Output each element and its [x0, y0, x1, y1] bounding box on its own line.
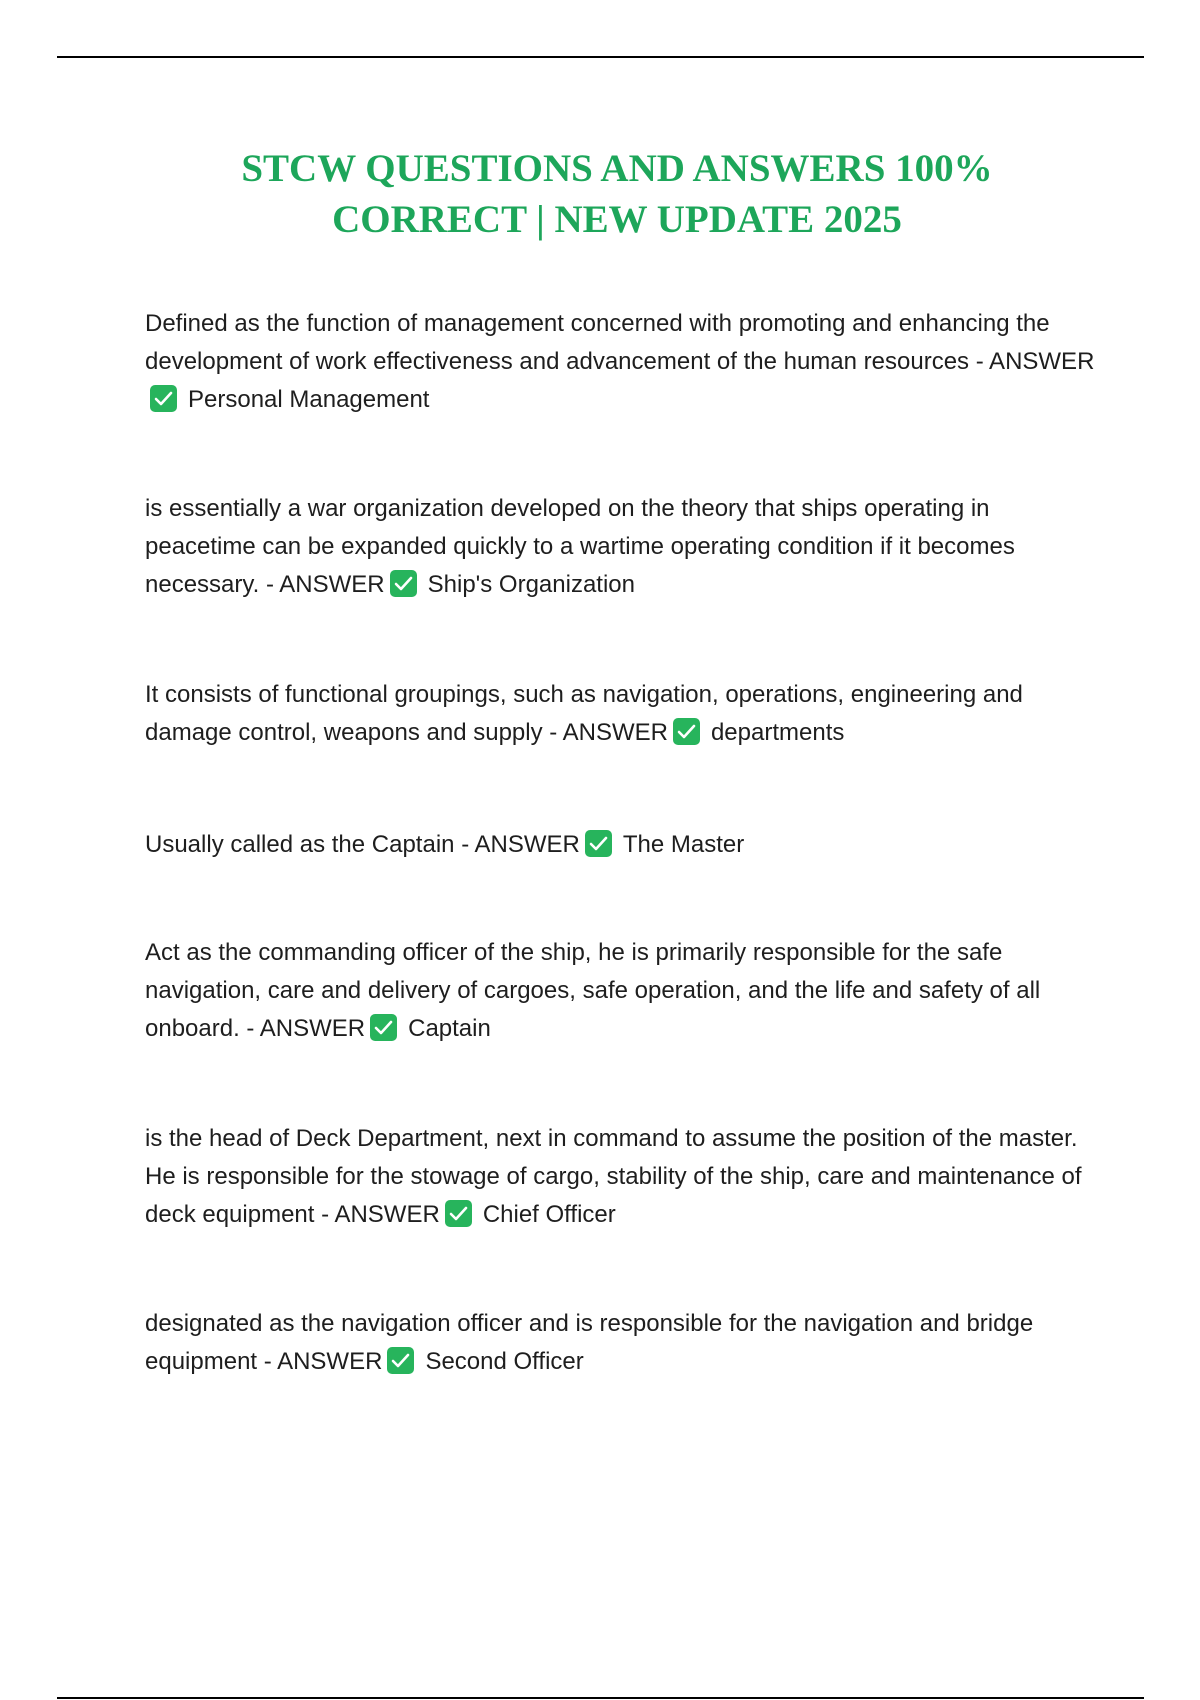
bottom-rule [57, 1697, 1144, 1699]
qa-item [145, 676, 1100, 752]
qa-item [145, 305, 1100, 419]
answer-label: - ANSWER [975, 348, 1095, 375]
question-text: is essentially a war organization developed on the theory that ships operating in peacetime can be expanded quickly to a wartime operating condition if it becomes necessary. [145, 495, 1015, 598]
question-text: is the head of Deck Department, next in command to assume the position of the master. He is responsible for the stowage of cargo, stability of the ship, care and maintenance of deck equipment [145, 1125, 1082, 1228]
check-box-icon [390, 570, 417, 597]
answer-label: - ANSWER [263, 1348, 383, 1375]
question-text: designated as the navigation officer and is responsible for the navigation and bridge equipment [145, 1310, 1034, 1375]
qa-item [145, 826, 1100, 864]
check-box-icon [387, 1347, 414, 1374]
answer-label: - ANSWER [246, 1015, 366, 1042]
page-title [0, 143, 1200, 245]
answer-text: Ship's Organization [427, 571, 636, 598]
answer-label: - ANSWER [321, 1201, 440, 1228]
top-rule [57, 56, 1144, 58]
title-line-1: STCW QUESTIONS AND ANSWERS 100% [241, 147, 993, 190]
answer-text: Chief Officer [482, 1201, 616, 1228]
question-text: Defined as the function of management concerned with promoting and enhancing the development of work effectiveness and advancement of the human resources [145, 310, 1050, 375]
check-box-icon [370, 1014, 397, 1041]
check-box-icon [673, 718, 700, 745]
answer-text: Personal Management [188, 386, 430, 413]
qa-item [145, 934, 1100, 1048]
answer-text: Second Officer [425, 1348, 584, 1375]
question-text: It consists of functional groupings, such as navigation, operations, engineering and damage control, weapons and supply [145, 681, 1023, 746]
answer-text: The Master [622, 831, 745, 858]
answer-text: Captain [408, 1015, 491, 1042]
qa-item [145, 1305, 1100, 1381]
answer-label: - ANSWER [265, 571, 385, 598]
answer-label: - ANSWER [461, 831, 580, 858]
check-box-icon [150, 385, 177, 412]
qa-item [145, 1120, 1100, 1234]
check-box-icon [585, 830, 612, 857]
qa-item [145, 490, 1100, 604]
check-box-icon [445, 1200, 472, 1227]
answer-label: - ANSWER [549, 719, 668, 746]
question-text: Act as the commanding officer of the ship, he is primarily responsible for the safe navigation, care and delivery of cargoes, safe operation, and the life and safety of all onboard. [145, 939, 1041, 1042]
answer-text: departments [710, 719, 845, 746]
question-text: Usually called as the Captain [145, 831, 455, 858]
title-line-2: CORRECT | NEW UPDATE 2025 [332, 198, 902, 241]
